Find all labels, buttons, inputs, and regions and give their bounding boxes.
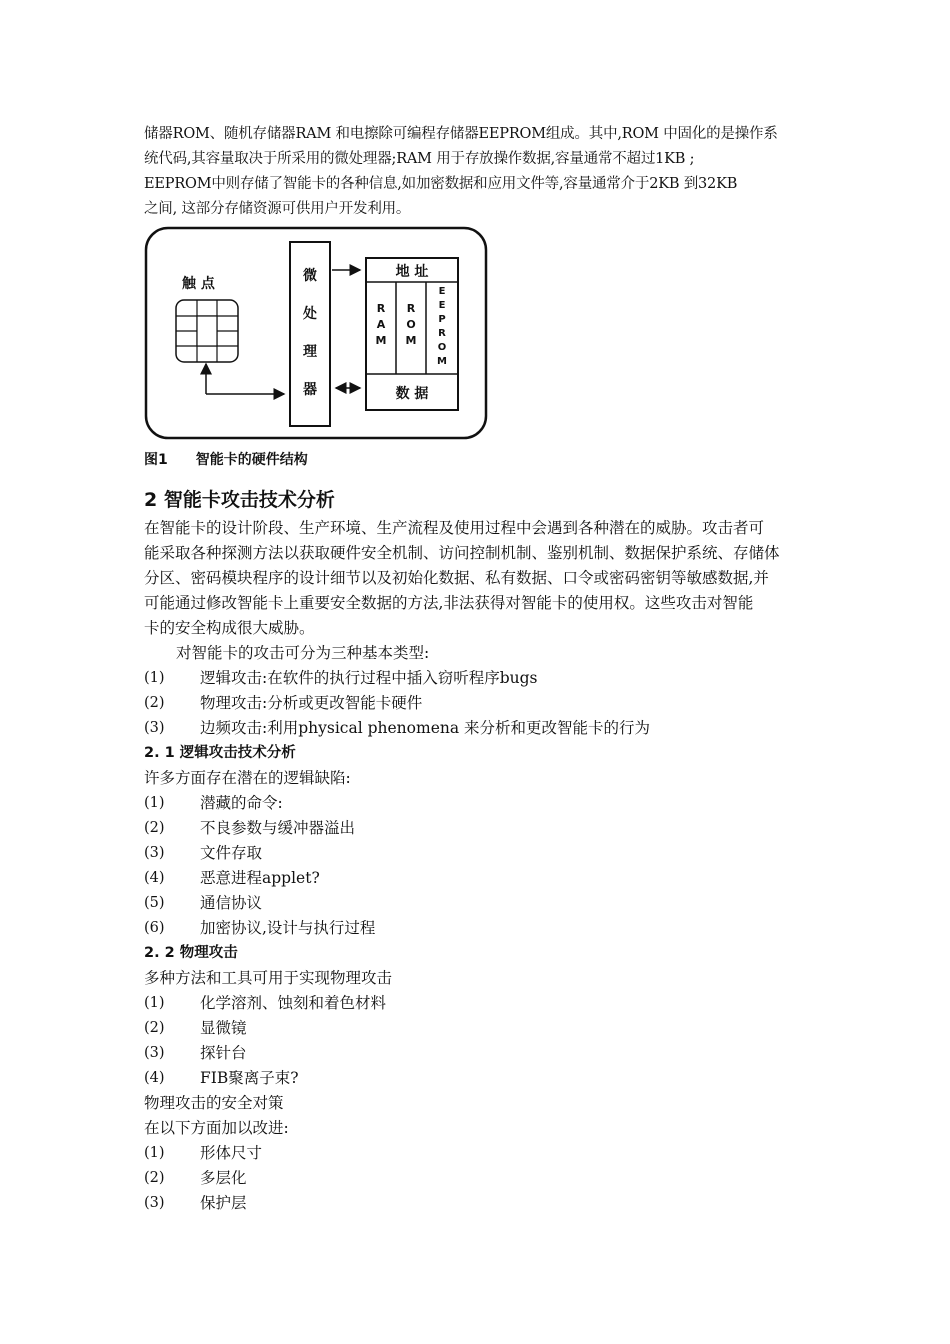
hardware-structure-figure xyxy=(144,226,490,442)
intro-line: 之间, 这部分存储资源可供用户开发利用。 xyxy=(144,201,411,217)
physical-tools-list xyxy=(144,991,814,1091)
list-item: (3) 探针台 xyxy=(144,1044,247,1062)
section-2-2-heading: 2. 2 物理攻击 xyxy=(144,945,238,961)
paragraph-line: 分区、密码模块程序的设计细节以及初始化数据、私有数据、口令或密码密钥等敏感数据,并 xyxy=(144,569,769,587)
list-item: (3) 文件存取 xyxy=(144,844,263,862)
section-2-paragraph xyxy=(144,516,814,641)
svg-text:P: P xyxy=(438,314,446,325)
section-2-heading: 2 智能卡攻击技术分析 xyxy=(144,489,335,511)
svg-text:R: R xyxy=(376,302,386,315)
document-page xyxy=(144,122,814,1216)
svg-text:理: 理 xyxy=(303,344,317,360)
intro-line: EEPROM中则存储了智能卡的各种信息,如加密数据和应用文件等,容量通常介于2KB 到32KB xyxy=(144,176,738,192)
svg-text:E: E xyxy=(438,300,446,311)
figure-caption xyxy=(144,446,814,474)
intro-line: 统代码,其容量取决于所采用的微处理器;RAM 用于存放操作数据,容量通常不超过1KB ; xyxy=(144,151,695,167)
list-item: (4) 恶意进程applet? xyxy=(144,869,320,887)
list-item: (1) 化学溶剂、蚀刻和着色材料 xyxy=(144,994,387,1012)
address-label: 地 址 xyxy=(395,264,429,280)
caption-text: 智能卡的硬件结构 xyxy=(195,452,308,468)
countermeasure-intro: 在以下方面加以改进: xyxy=(144,1119,289,1137)
list-item: (2) 多层化 xyxy=(144,1169,247,1187)
countermeasure-title: 物理攻击的安全对策 xyxy=(144,1094,284,1112)
section-2-1-intro: 许多方面存在潜在的逻辑缺陷: xyxy=(144,769,351,787)
paragraph-line: 能采取各种探测方法以获取硬件安全机制、访问控制机制、鉴别机制、数据保护系统、存储体 xyxy=(144,544,780,562)
svg-text:A: A xyxy=(376,318,386,331)
hardware-diagram xyxy=(144,226,490,442)
svg-text:O: O xyxy=(437,342,447,353)
svg-text:M: M xyxy=(375,334,387,347)
paragraph-line: 卡的安全构成很大威胁。 xyxy=(144,619,315,637)
section-2-2-intro: 多种方法和工具可用于实现物理攻击 xyxy=(144,969,393,987)
data-label: 数 据 xyxy=(395,386,429,402)
list-item: (1) 形体尺寸 xyxy=(144,1144,263,1162)
list-item: (1) 逻辑攻击:在软件的执行过程中插入窃听程序bugs xyxy=(144,669,538,687)
svg-text:M: M xyxy=(405,334,417,347)
intro-line: 储器ROM、随机存储器RAM 和电擦除可编程存储器EEPROM组成。其中,ROM 中固化的是操作系 xyxy=(144,126,778,142)
list-item: (2) 不良参数与缓冲器溢出 xyxy=(144,819,356,837)
list-item: (4) FIB聚离子束? xyxy=(144,1069,299,1087)
paragraph-line: 在智能卡的设计阶段、生产环境、生产流程及使用过程中会遇到各种潜在的威胁。攻击者可 xyxy=(144,519,765,537)
contacts-label: 触 点 xyxy=(182,276,215,292)
svg-text:R: R xyxy=(406,302,416,315)
list-item: (6) 加密协议,设计与执行过程 xyxy=(144,919,376,937)
list-item: (3) 保护层 xyxy=(144,1194,247,1212)
svg-text:处: 处 xyxy=(303,306,317,322)
list-item: (2) 物理攻击:分析或更改智能卡硬件 xyxy=(144,694,423,712)
svg-text:E: E xyxy=(438,286,446,297)
svg-text:O: O xyxy=(406,318,416,331)
contact-pad-icon xyxy=(176,300,238,362)
rom-label xyxy=(406,302,417,347)
eeprom-label xyxy=(437,286,447,367)
caption-number: 图1 xyxy=(144,452,168,468)
paragraph-line: 可能通过修改智能卡上重要安全数据的方法,非法获得对智能卡的使用权。这些攻击对智能 xyxy=(144,594,754,612)
list-item: (5) 通信协议 xyxy=(144,894,263,912)
svg-text:R: R xyxy=(438,328,446,339)
ram-label xyxy=(376,302,387,347)
logic-flaws-list xyxy=(144,791,814,941)
svg-text:微: 微 xyxy=(303,268,317,284)
svg-text:器: 器 xyxy=(303,382,317,398)
list-item: (1) 潜藏的命令: xyxy=(144,794,283,812)
intro-paragraph xyxy=(144,122,814,222)
attack-types-list xyxy=(144,666,814,741)
svg-text:M: M xyxy=(437,356,447,367)
section-2-1-heading: 2. 1 逻辑攻击技术分析 xyxy=(144,745,296,761)
countermeasures-list xyxy=(144,1141,814,1216)
list-item: (3) 边频攻击:利用physical phenomena 来分析和更改智能卡的行为 xyxy=(144,719,651,737)
list-item: (2) 显微镜 xyxy=(144,1019,247,1037)
attack-types-intro: 对智能卡的攻击可分为三种基本类型: xyxy=(176,644,430,662)
